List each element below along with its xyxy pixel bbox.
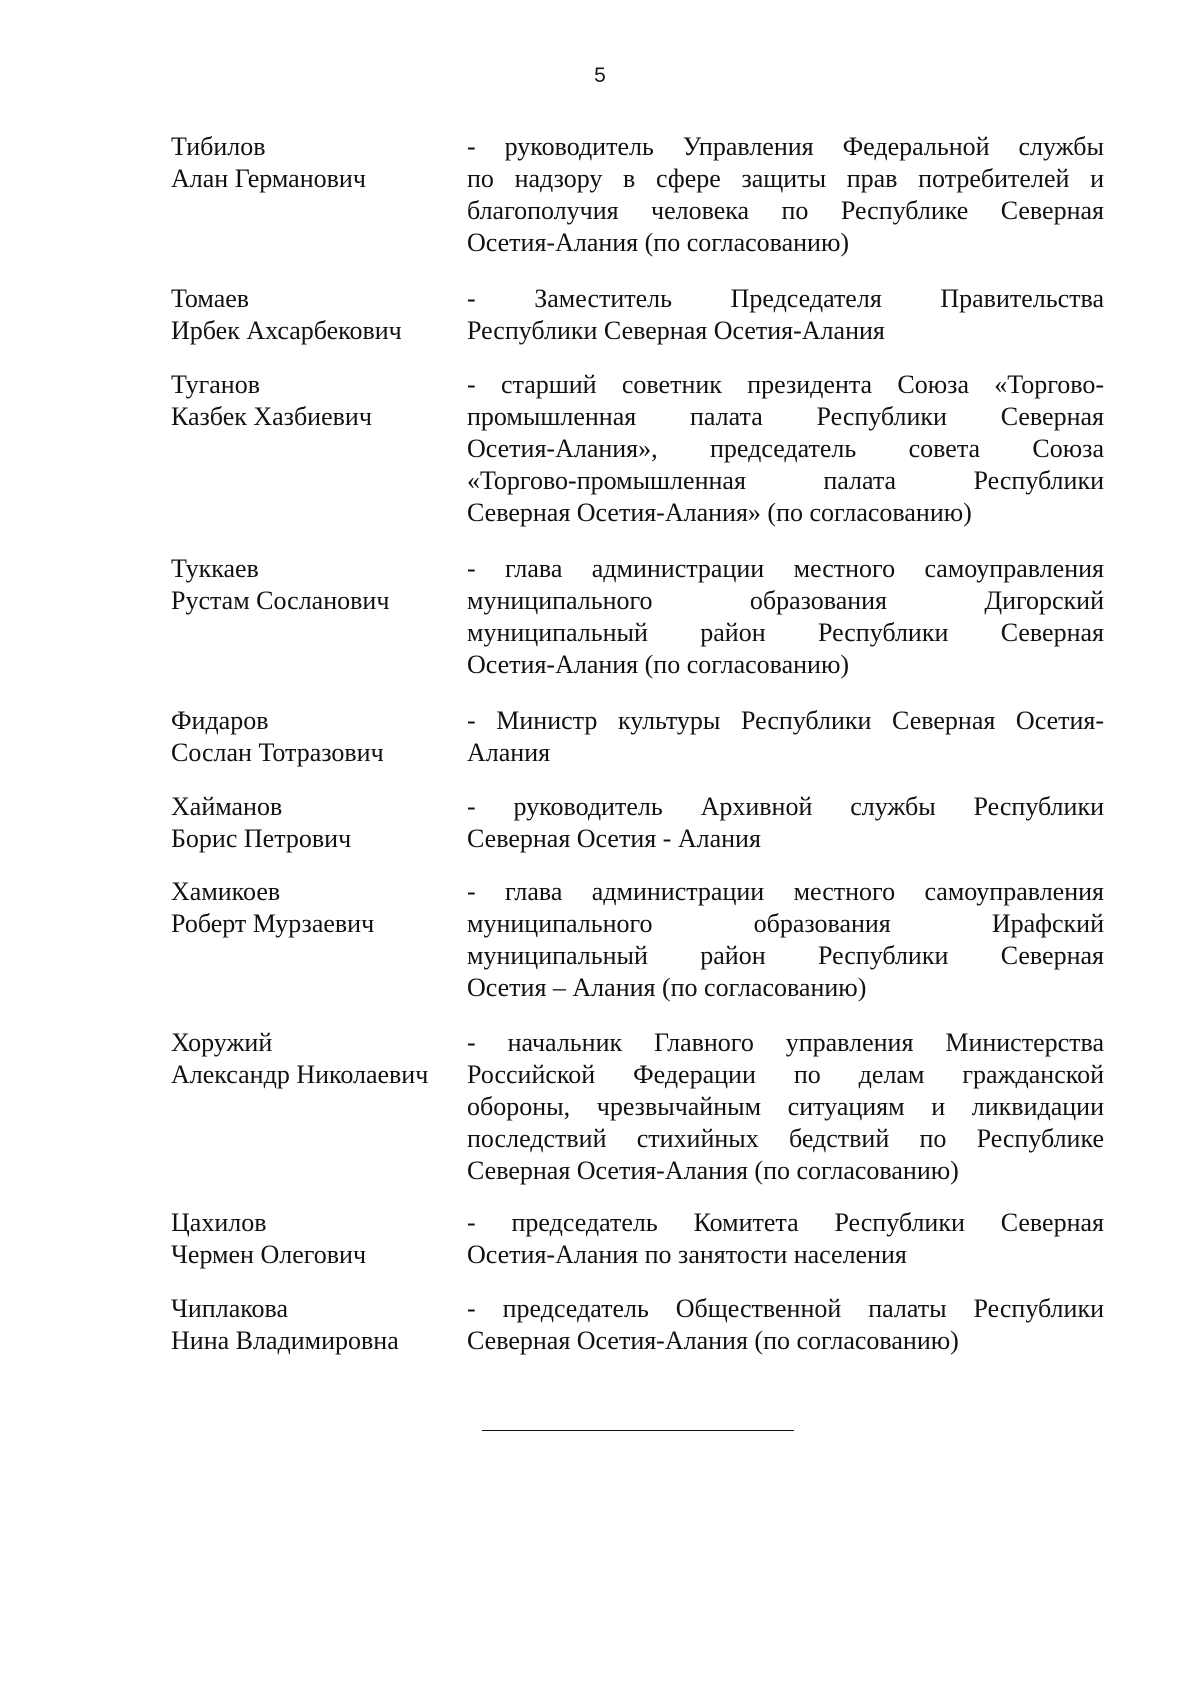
end-of-list-rule (482, 1430, 794, 1431)
role-line: Северная Осетия-Алания (по согласованию) (467, 1326, 959, 1355)
role-line: последствий стихийных бедствий по Республике (467, 1124, 1104, 1153)
member-name (171, 791, 471, 854)
member-surname: Хоружий (171, 1028, 273, 1057)
member-role (467, 369, 1104, 529)
role-line: муниципальный район Республики Северная (467, 618, 1104, 647)
member-given-names: Сослан Тотразович (171, 737, 384, 767)
role-line: Северная Осетия-Алания» (по согласованию) (467, 498, 972, 527)
member-name (171, 283, 471, 346)
role-line: Осетия-Алания по занятости населения (467, 1240, 907, 1269)
member-name (171, 553, 471, 616)
member-surname: Хайманов (171, 792, 283, 821)
role-line: промышленная палата Республики Северная (467, 402, 1104, 431)
role-line: обороны, чрезвычайным ситуациям и ликвидации (467, 1092, 1104, 1121)
page-number: 5 (594, 64, 606, 87)
role-line: - председатель Общественной палаты Республики (467, 1294, 1104, 1323)
role-line: благополучия человека по Республике Северная (467, 196, 1104, 225)
member-surname: Хамикоев (171, 877, 281, 906)
member-given-names: Чермен Олегович (171, 1239, 367, 1269)
member-name (171, 131, 471, 194)
member-given-names: Роберт Мурзаевич (171, 908, 375, 938)
member-name (171, 876, 471, 939)
member-surname: Фидаров (171, 706, 269, 735)
role-line: - Заместитель Председателя Правительства (467, 284, 1104, 313)
role-line: Северная Осетия-Алания (по согласованию) (467, 1156, 959, 1185)
role-line: Республики Северная Осетия-Алания (467, 316, 885, 345)
role-line: Северная Осетия - Алания (467, 824, 761, 853)
role-line: муниципального образования Ирафский (467, 909, 1104, 938)
member-name (171, 705, 471, 768)
member-role (467, 1207, 1104, 1271)
role-line: - глава администрации местного самоуправления (467, 554, 1104, 583)
member-given-names: Нина Владимировна (171, 1325, 399, 1355)
member-given-names: Александр Николаевич (171, 1059, 429, 1089)
member-role (467, 553, 1104, 681)
member-given-names: Борис Петрович (171, 823, 352, 853)
member-surname: Тибилов (171, 132, 266, 161)
role-line: «Торгово-промышленная палата Республики (467, 466, 1104, 495)
member-role (467, 283, 1104, 347)
member-name (171, 1027, 471, 1090)
member-surname: Туганов (171, 370, 260, 399)
role-line: по надзору в сфере защиты прав потребителей и (467, 164, 1104, 193)
role-line: муниципального образования Дигорский (467, 586, 1104, 615)
role-line: - руководитель Управления Федеральной службы (467, 132, 1104, 161)
role-line: Осетия – Алания (по согласованию) (467, 973, 867, 1002)
role-line: - руководитель Архивной службы Республики (467, 792, 1104, 821)
role-line: - Министр культуры Республики Северная Осетия- (467, 706, 1104, 735)
role-line: Российской Федерации по делам гражданской (467, 1060, 1104, 1089)
member-surname: Томаев (171, 284, 250, 313)
member-role (467, 705, 1104, 769)
role-line: муниципальный район Республики Северная (467, 941, 1104, 970)
role-line: - старший советник президента Союза «Торгово- (467, 370, 1104, 399)
role-line: Осетия-Алания», председатель совета Союза (467, 434, 1104, 463)
member-role (467, 131, 1104, 259)
member-given-names: Казбек Хазбиевич (171, 401, 372, 431)
member-name (171, 369, 471, 432)
member-given-names: Рустам Сосланович (171, 585, 390, 615)
role-line: - председатель Комитета Республики Северная (467, 1208, 1104, 1237)
member-name (171, 1207, 471, 1270)
member-role (467, 876, 1104, 1004)
role-line: Осетия-Алания (по согласованию) (467, 228, 850, 257)
member-role (467, 1293, 1104, 1357)
member-role (467, 1027, 1104, 1187)
member-surname: Туккаев (171, 554, 259, 583)
member-name (171, 1293, 471, 1356)
member-role (467, 791, 1104, 855)
member-given-names: Ирбек Ахсарбекович (171, 315, 402, 345)
role-line: - глава администрации местного самоуправления (467, 877, 1104, 906)
role-line: Осетия-Алания (по согласованию) (467, 650, 850, 679)
role-line: Алания (467, 738, 551, 767)
role-line: - начальник Главного управления Министерства (467, 1028, 1104, 1057)
member-given-names: Алан Германович (171, 163, 366, 193)
member-surname: Чиплакова (171, 1294, 289, 1323)
member-surname: Цахилов (171, 1208, 267, 1237)
